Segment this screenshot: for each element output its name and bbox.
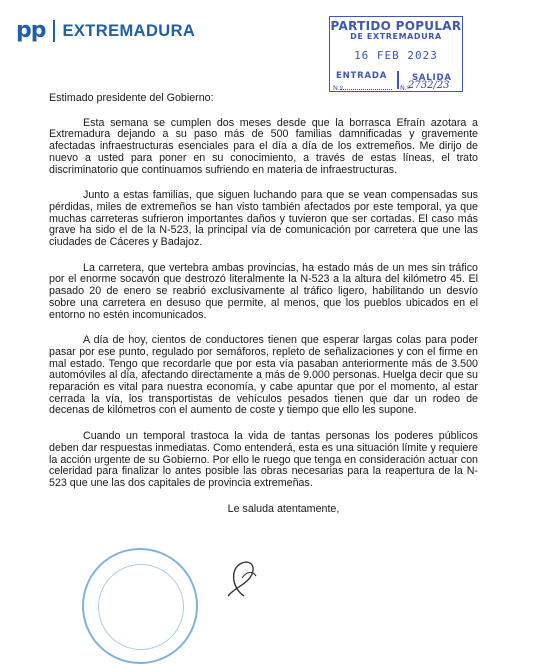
region-name: EXTREMADURA xyxy=(62,21,196,40)
letter-closing: Le saluda atentamente, xyxy=(227,502,340,515)
stamp-salida-label: SALIDA xyxy=(412,73,452,83)
stamp-registry-number: 2732/23 xyxy=(408,80,450,91)
signature xyxy=(222,558,266,598)
stamp-number-label-out: N.º xyxy=(400,84,410,92)
registry-stamp xyxy=(329,16,463,92)
party-logo xyxy=(16,18,195,44)
letter-paragraph: La carretera, que vertebra ambas provincias, ha estado más de un mes sin tráfico por el enorme socavón que destrozó literalmente la N-523 a la altura del kilómetro 45. El pasado 20 de enero se reabrió exclusivamente al tráfico ligero, habilitando un desvío sobre una carretera en desuso que permite, al menos, que los pueblos ubicados en el entorno no estén incomunicados. xyxy=(49,261,478,321)
stamp-date: 16 FEB 2023 xyxy=(354,49,438,62)
letter-paragraph: Junto a estas familias, que siguen luchando para que se vean compensadas sus pérdidas, miles de extremeños se han visto también afectados por este temporal, ya que muchas carreteras sufrieron importantes daños y tuvieron que ser cortadas. El caso más grave ha sido el de la N-523, la principal vía de comunicación por carretera que une las ciudades de Cáceres y Badajoz. xyxy=(49,189,478,249)
seal-inner-ring xyxy=(98,564,184,650)
letter-paragraph: A día de hoy, cientos de conductores tienen que esperar largas colas para poder pasar por ese punto, regulado por semáforos, repleto de señalizaciones y con el firme en mal estado. Tengo que recordarle que por esta vía pasaban anteriormente más de 3.500 automóviles al día, afectando directamente a más de 9.000 personas. Huelga decir que su reparación es vital para nuestra economía, y cabe apuntar que por el momento, al estar cerrada la vía, los transportistas de vehículos pesados tienen que dar un rodeo de decenas de kilómetros con el aumento de coste y tiempo que ello les supone. xyxy=(49,334,478,417)
stamp-number-label-in: N.º xyxy=(333,84,343,92)
letterhead xyxy=(12,14,532,94)
logo-divider xyxy=(53,20,55,42)
stamp-region: DE EXTREMADURA xyxy=(350,32,442,41)
stamp-entrada-label: ENTRADA xyxy=(336,71,388,81)
pp-logo-mark: pp xyxy=(16,18,46,43)
letter-body xyxy=(49,93,478,515)
letter-salutation: Estimado presidente del Gobierno: xyxy=(49,92,214,104)
stamp-party-name: PARTIDO POPULAR xyxy=(330,19,462,33)
party-seal xyxy=(82,548,198,664)
stamp-number-line-in xyxy=(340,89,392,90)
letter-paragraph: Cuando un temporal trastoca la vida de tantas personas los poderes públicos deben dar respuestas inmediatas. Como entenderá, esta es una situación límite y requiere la acción urgente de su Gobierno. Por ello le ruego que tenga en consideración actuar con celeridad para finalizar lo antes posible las obras necesarias para la reapertura de la N-523 que une las dos capitales de provincia extremeñas. xyxy=(49,430,478,489)
letter-paragraph: Esta semana se cumplen dos meses desde que la borrasca Efraín azotara a Extremadura dejando a su paso más de 500 familias damnificadas y gravemente afectadas infraestructuras esenciales para el día a día de los extremeños. Me dirijo de nuevo a usted para poner en su conocimiento, a través de estas líneas, el trato discriminatorio que continuamos sufriendo en materia de infraestructuras. xyxy=(49,116,478,176)
stamp-divider xyxy=(397,71,399,89)
